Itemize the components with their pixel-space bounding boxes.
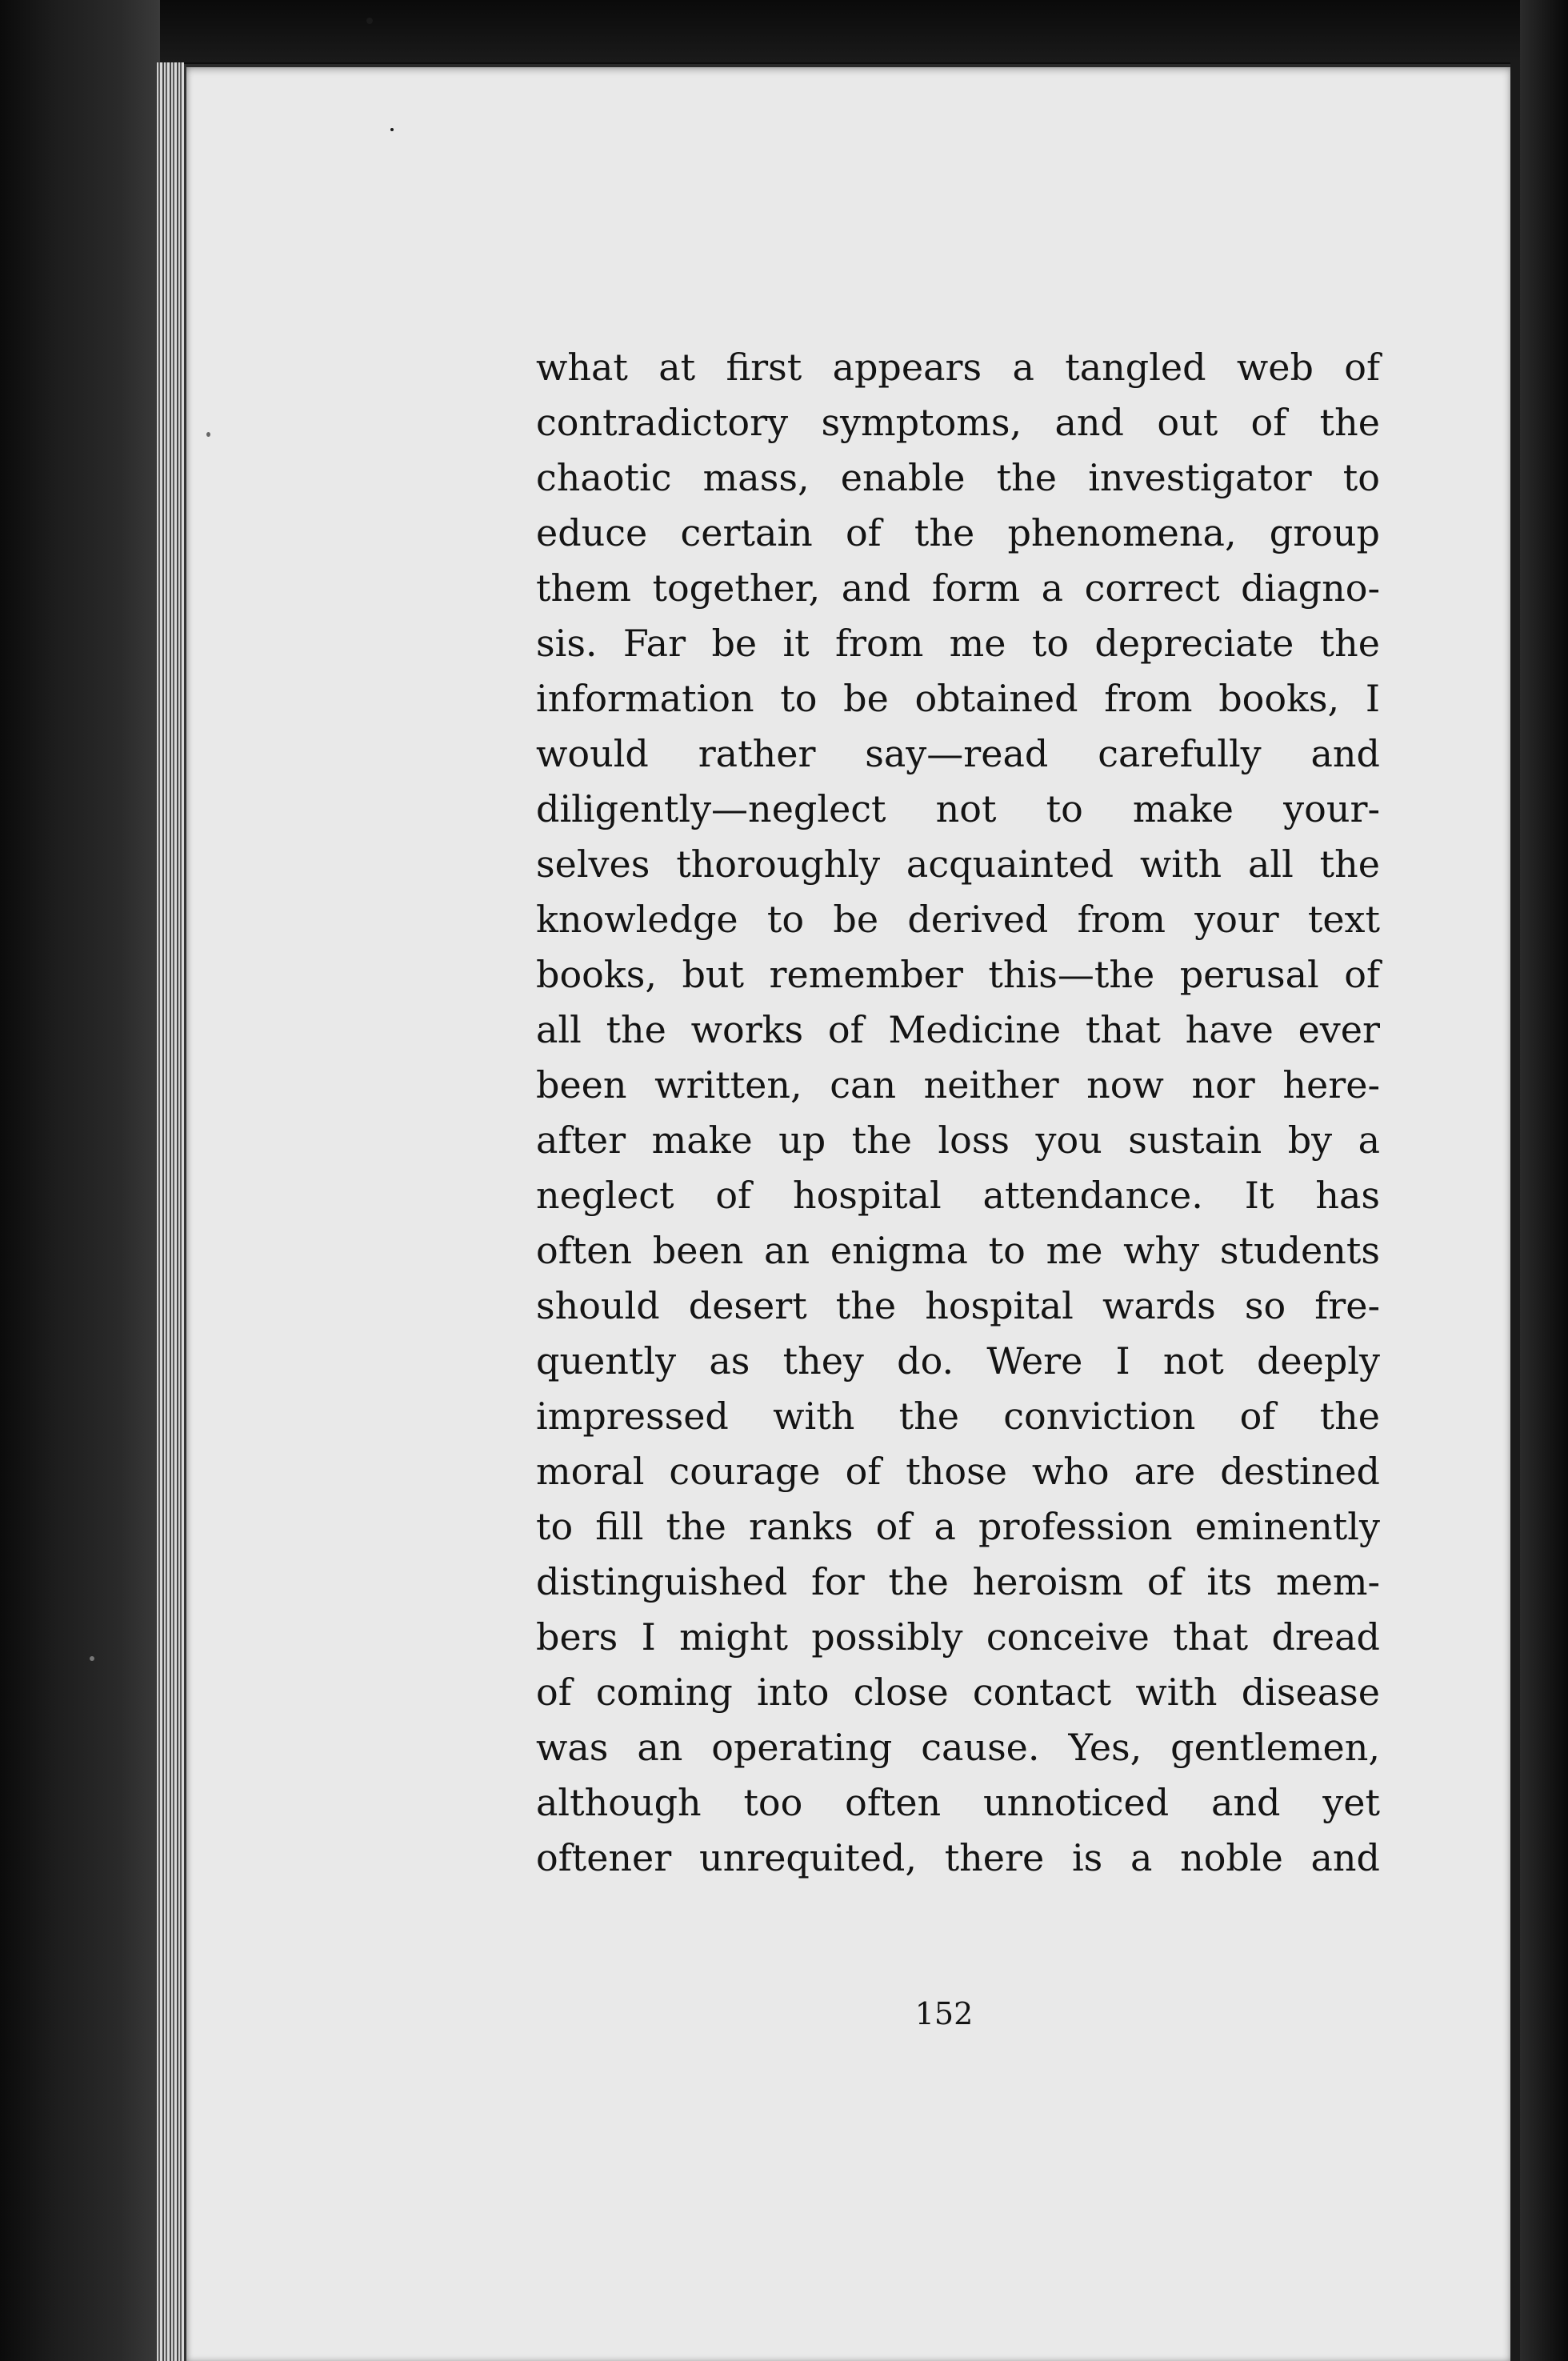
scan-right-border xyxy=(1520,0,1568,2361)
text-line: distinguished for the heroism of its mem- xyxy=(536,1560,1380,1603)
text-line: all the works of Medicine that have ever xyxy=(536,1008,1380,1051)
text-line: bers I might possibly conceive that dread xyxy=(536,1615,1380,1659)
scan-top-border xyxy=(0,0,1568,62)
text-line: to fill the ranks of a profession eminently xyxy=(536,1505,1380,1548)
text-line: neglect of hospital attendance. It has xyxy=(536,1174,1380,1217)
text-line: should desert the hospital wards so fre- xyxy=(536,1284,1380,1327)
text-line: educe certain of the phenomena, group xyxy=(536,511,1380,554)
scan-speck xyxy=(206,432,210,437)
book-binding-edge xyxy=(0,0,160,2361)
page-right-edge-line xyxy=(1510,62,1520,2361)
text-line: what at first appears a tangled web of xyxy=(536,346,1380,389)
text-line: chaotic mass, enable the investigator to xyxy=(536,456,1380,499)
scan-speck xyxy=(390,128,394,131)
text-line: them together, and form a correct diagno- xyxy=(536,566,1380,610)
text-line: quently as they do. Were I not deeply xyxy=(536,1339,1380,1383)
text-line: information to be obtained from books, I xyxy=(536,677,1380,720)
text-line: of coming into close contact with disease xyxy=(536,1671,1380,1714)
text-line: would rather say—read carefully and xyxy=(536,732,1380,775)
page-edge-lines xyxy=(157,62,184,2361)
text-line: selves thoroughly acquainted with all the xyxy=(536,842,1380,886)
text-line: contradictory symptoms, and out of the xyxy=(536,401,1380,444)
page-number: 152 xyxy=(914,1996,974,2031)
scan-speck xyxy=(90,1656,94,1661)
body-paragraph xyxy=(536,340,1380,1886)
text-line: diligently—neglect not to make your- xyxy=(536,787,1380,830)
text-line: oftener unrequited, there is a noble and xyxy=(536,1836,1380,1879)
scan-speck xyxy=(366,18,373,24)
text-line: moral courage of those who are destined xyxy=(536,1450,1380,1493)
text-line: was an operating cause. Yes, gentlemen, xyxy=(536,1726,1380,1769)
text-line: sis. Far be it from me to depreciate the xyxy=(536,622,1380,665)
text-line: often been an enigma to me why students xyxy=(536,1229,1380,1272)
text-line: been written, can neither now nor here- xyxy=(536,1063,1380,1106)
text-line: impressed with the conviction of the xyxy=(536,1395,1380,1438)
text-line: knowledge to be derived from your text xyxy=(536,898,1380,941)
text-line: after make up the loss you sustain by a xyxy=(536,1118,1380,1162)
text-line: books, but remember this—the perusal of xyxy=(536,953,1380,996)
text-line: although too often unnoticed and yet xyxy=(536,1781,1380,1824)
